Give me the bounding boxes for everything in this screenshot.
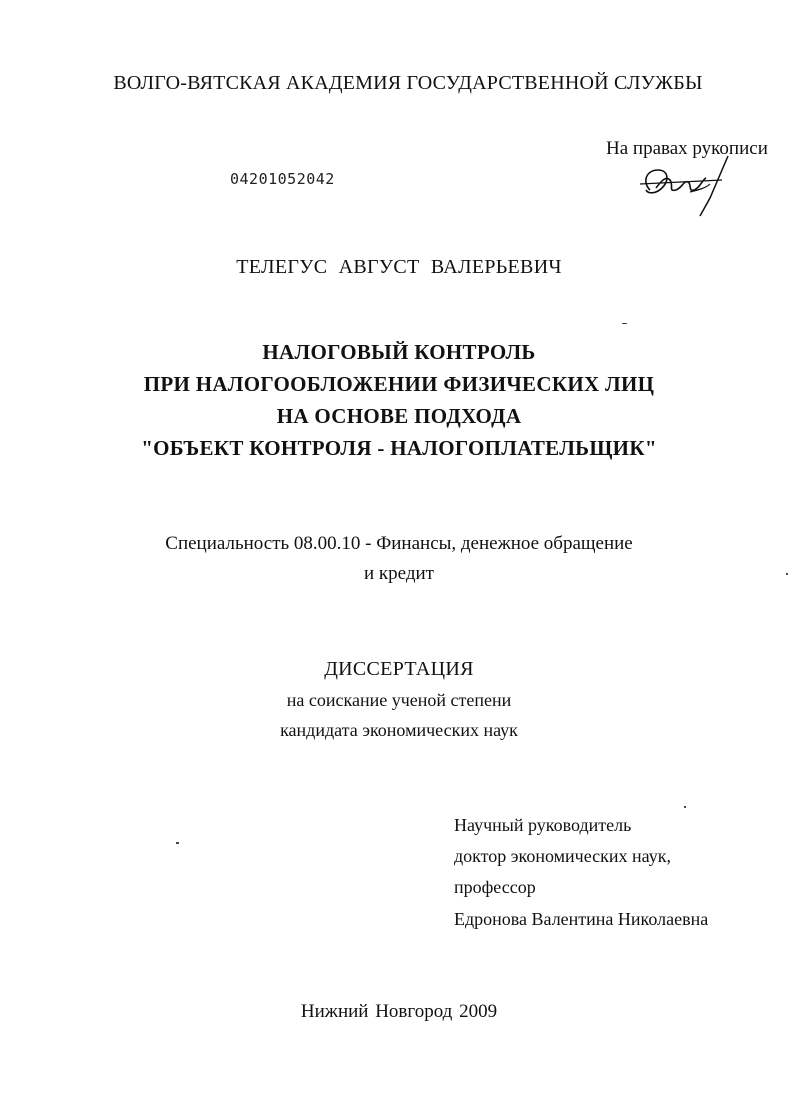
registration-number: 04201052042	[230, 170, 335, 188]
scan-speck	[786, 573, 788, 575]
supervisor-name: Едронова Валентина Николаевна	[454, 909, 709, 929]
dissertation-title-line-4: "ОБЪЕКТ КОНТРОЛЯ - НАЛОГОПЛАТЕЛЬЩИК"	[141, 436, 657, 460]
scan-speck	[622, 323, 627, 324]
dissertation-title-line-2: ПРИ НАЛОГООБЛОЖЕНИИ ФИЗИЧЕСКИХ ЛИЦ	[143, 372, 655, 396]
specialty-line-1: Специальность 08.00.10 - Финансы, денежное обращение	[165, 533, 633, 554]
dissertation-title-line-1: НАЛОГОВЫЙ КОНТРОЛЬ	[262, 340, 536, 364]
supervisor-role: Научный руководитель	[454, 815, 632, 835]
institution-name: ВОЛГО-ВЯТСКАЯ АКАДЕМИЯ ГОСУДАРСТВЕННОЙ СЛУЖБЫ	[113, 72, 703, 94]
degree-line-1: на соискание ученой степени	[286, 690, 512, 710]
supervisor-degree: доктор экономических наук,	[454, 846, 671, 866]
handwritten-signature	[632, 150, 742, 220]
scan-speck	[684, 806, 686, 808]
author-name: ТЕЛЕГУС АВГУСТ ВАЛЕРЬЕВИЧ	[236, 256, 562, 278]
specialty-line-2: и кредит	[364, 563, 434, 584]
place-and-year: Нижний Новгород 2009	[300, 1001, 498, 1022]
supervisor-rank: профессор	[454, 877, 536, 897]
scan-speck	[176, 842, 179, 844]
dissertation-title-line-3: НА ОСНОВЕ ПОДХОДА	[276, 404, 522, 428]
dissertation-label: ДИССЕРТАЦИЯ	[324, 658, 474, 680]
manuscript-note: На правах рукописи	[606, 138, 768, 159]
degree-line-2: кандидата экономических наук	[280, 720, 518, 740]
